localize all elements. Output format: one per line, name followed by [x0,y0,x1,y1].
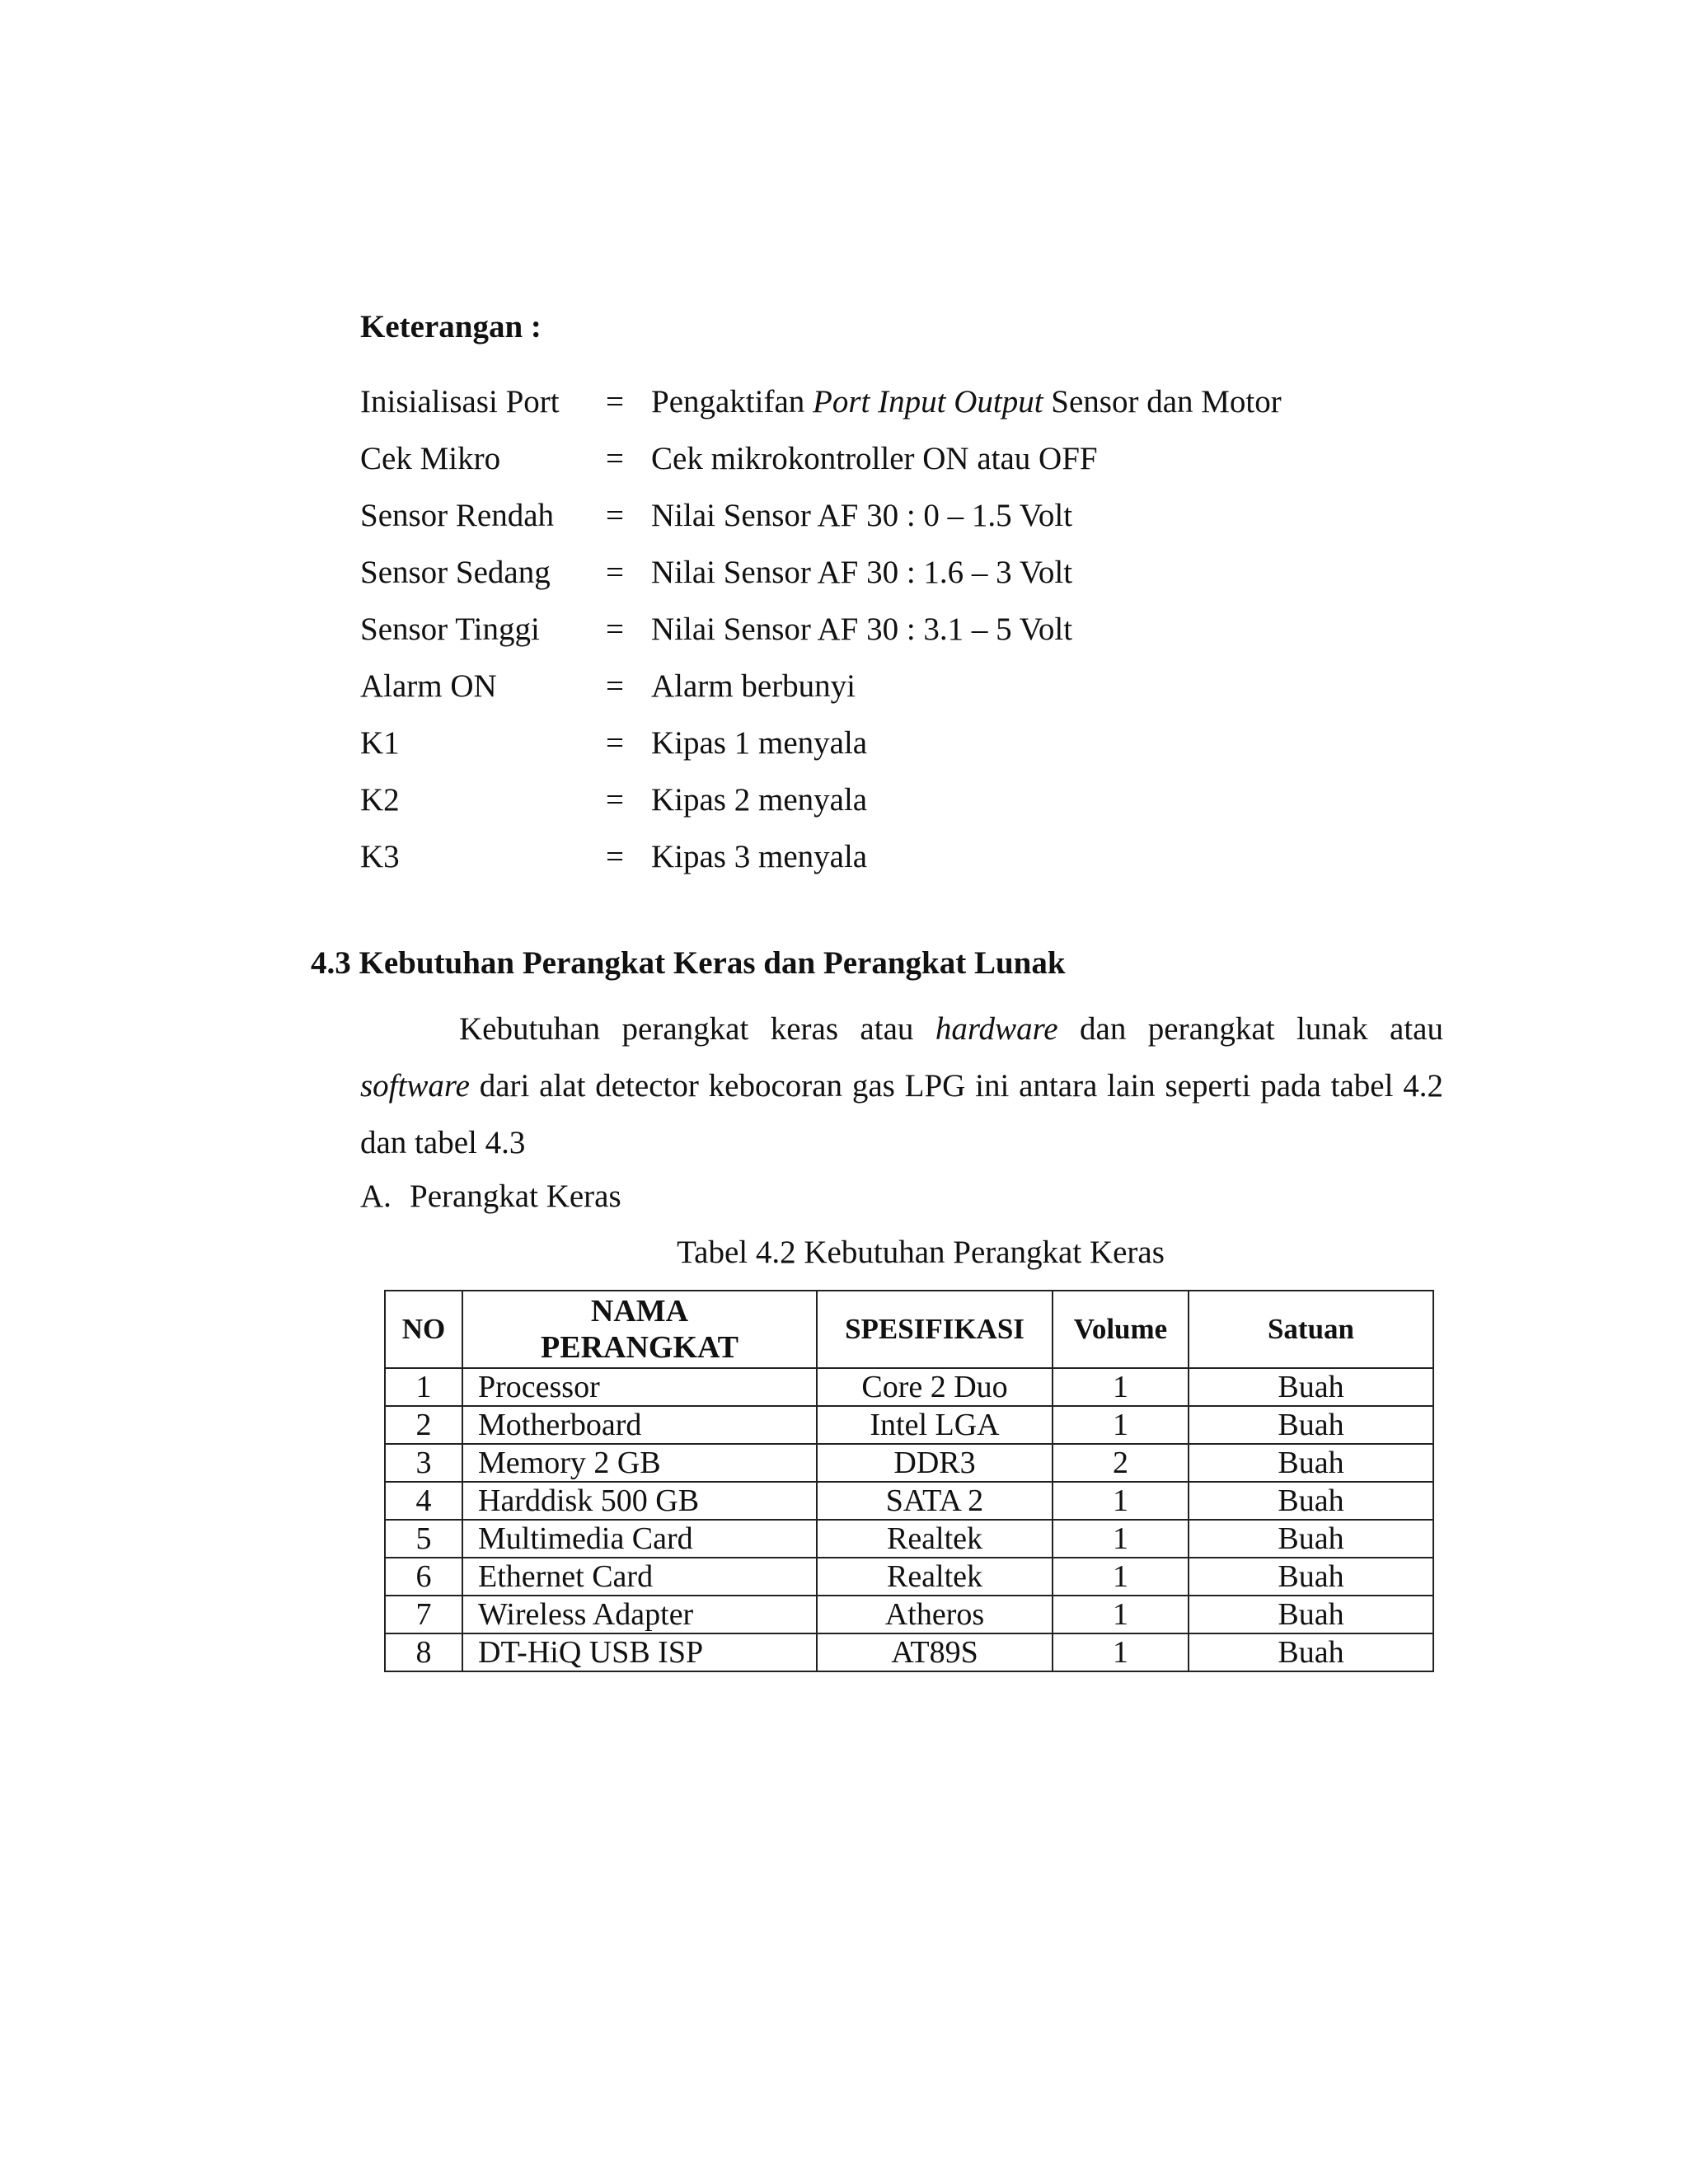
equals-sign: = [606,782,624,818]
definition-row [360,776,1432,832]
cell-name: Wireless Adapter [462,1596,817,1633]
definition-term: K2 [360,782,400,818]
cell-spec: AT89S [817,1633,1053,1671]
cell-name: Harddisk 500 GB [462,1482,817,1520]
cell-spec: Realtek [817,1520,1053,1558]
cell-volume: 1 [1053,1368,1189,1406]
cell-spec: SATA 2 [817,1482,1053,1520]
definition-row [360,662,1432,719]
table-row [385,1406,1433,1444]
header-no: NO [385,1291,462,1368]
cell-name: Processor [462,1368,817,1406]
equals-sign: = [606,612,624,647]
equals-sign: = [606,441,624,476]
cell-no: 5 [385,1520,462,1558]
table-row [385,1368,1433,1406]
para-italic: hardware [935,1011,1058,1047]
cell-volume: 1 [1053,1633,1189,1671]
definition-description: Nilai Sensor AF 30 : 1.6 – 3 Volt [651,555,1073,590]
hardware-table [384,1290,1434,1672]
table-row [385,1482,1433,1520]
definition-list [360,377,1432,889]
definition-row [360,548,1432,605]
definition-row [360,605,1432,662]
definition-term: Cek Mikro [360,441,501,476]
header-name-line: NAMA [590,1294,689,1329]
equals-sign: = [606,839,624,874]
cell-spec: Core 2 Duo [817,1368,1053,1406]
desc-text: Pengaktifan [651,384,814,419]
body-paragraph [360,1001,1443,1171]
header-unit: Satuan [1189,1291,1433,1368]
cell-spec: Realtek [817,1558,1053,1596]
subsection-text: Perangkat Keras [410,1179,621,1214]
cell-no: 7 [385,1596,462,1633]
cell-volume: 1 [1053,1558,1189,1596]
header-name-line: PERANGKAT [541,1330,738,1365]
cell-no: 8 [385,1633,462,1671]
cell-unit: Buah [1189,1596,1433,1633]
equals-sign: = [606,725,624,761]
desc-italic: Port Input Output [813,384,1043,419]
cell-volume: 1 [1053,1482,1189,1520]
cell-unit: Buah [1189,1406,1433,1444]
definition-term: Alarm ON [360,668,497,704]
definition-description: Alarm berbunyi [651,668,856,704]
header-spec: SPESIFIKASI [817,1291,1053,1368]
cell-spec: DDR3 [817,1444,1053,1482]
table-row [385,1596,1433,1633]
cell-no: 3 [385,1444,462,1482]
cell-unit: Buah [1189,1444,1433,1482]
header-volume: Volume [1053,1291,1189,1368]
keterangan-title: Keterangan : [360,309,542,344]
definition-row [360,377,1432,434]
cell-unit: Buah [1189,1368,1433,1406]
cell-spec: Atheros [817,1596,1053,1633]
cell-spec: Intel LGA [817,1406,1053,1444]
section-heading: 4.3 Kebutuhan Perangkat Keras dan Perangkat Lunak [311,945,1066,981]
definition-description: Cek mikrokontroller ON atau OFF [651,441,1098,476]
equals-sign: = [606,668,624,704]
cell-volume: 1 [1053,1596,1189,1633]
equals-sign: = [606,498,624,533]
cell-name: DT-HiQ USB ISP [462,1633,817,1671]
definition-row [360,832,1432,889]
cell-name: Motherboard [462,1406,817,1444]
table-row [385,1633,1433,1671]
table-row [385,1558,1433,1596]
definition-description: Nilai Sensor AF 30 : 0 – 1.5 Volt [651,498,1073,533]
definition-description: Kipas 2 menyala [651,782,868,818]
equals-sign: = [606,384,624,419]
subsection-letter: A. [360,1179,392,1214]
definition-description: Nilai Sensor AF 30 : 3.1 – 5 Volt [651,612,1073,647]
para-text: dan perangkat lunak atau [1057,1011,1443,1047]
cell-name: Ethernet Card [462,1558,817,1596]
cell-no: 6 [385,1558,462,1596]
cell-no: 1 [385,1368,462,1406]
definition-term: Sensor Tinggi [360,612,540,647]
subsection-heading [360,1172,621,1221]
desc-text: Sensor dan Motor [1043,384,1282,419]
cell-no: 4 [385,1482,462,1520]
definition-description [651,377,1282,427]
definition-description: Kipas 3 menyala [651,839,868,874]
definition-term: Sensor Rendah [360,498,555,533]
definition-description: Kipas 1 menyala [651,725,868,761]
caption-text: Tabel 4.2 Kebutuhan Perangkat Keras [677,1235,1165,1270]
para-text: dari alat detector kebocoran gas LPG ini antara lain seperti pada tabel 4.2 dan tabel 4.3 [360,1068,1443,1160]
para-text: Kebutuhan perangkat keras atau [459,1011,935,1047]
cell-volume: 2 [1053,1444,1189,1482]
table-row [385,1444,1433,1482]
cell-name: Multimedia Card [462,1520,817,1558]
definition-row [360,491,1432,548]
cell-unit: Buah [1189,1558,1433,1596]
cell-volume: 1 [1053,1406,1189,1444]
cell-volume: 1 [1053,1520,1189,1558]
table-row [385,1520,1433,1558]
para-italic: software [360,1068,470,1104]
cell-no: 2 [385,1406,462,1444]
equals-sign: = [606,555,624,590]
table-header-row [385,1291,1433,1368]
definition-term: Inisialisasi Port [360,384,560,419]
table-caption [0,1228,1688,1277]
cell-unit: Buah [1189,1520,1433,1558]
cell-name: Memory 2 GB [462,1444,817,1482]
cell-unit: Buah [1189,1482,1433,1520]
definition-row [360,719,1432,776]
definition-row [360,434,1432,491]
definition-term: K1 [360,725,400,761]
header-name [462,1291,817,1368]
cell-unit: Buah [1189,1633,1433,1671]
definition-term: Sensor Sedang [360,555,551,590]
definition-term: K3 [360,839,400,874]
